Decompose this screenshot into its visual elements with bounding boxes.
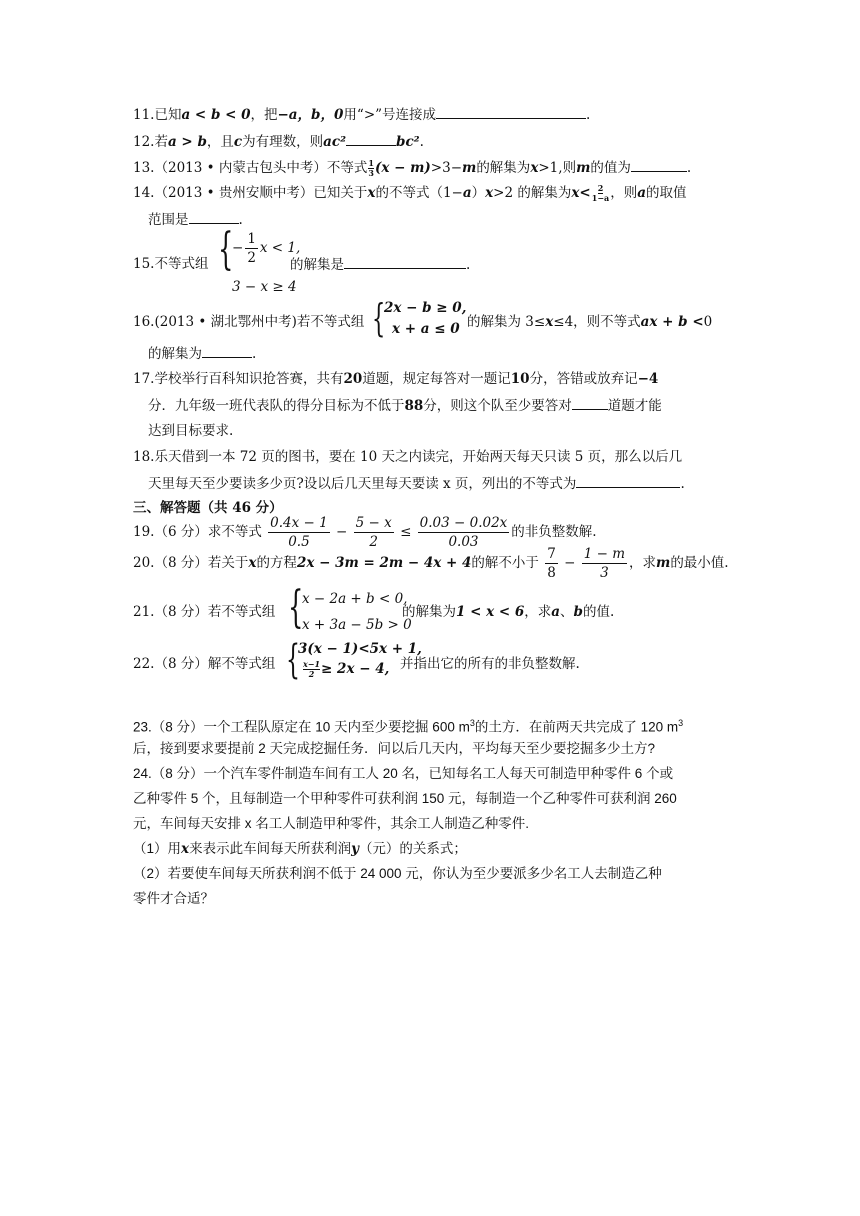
answer-blank bbox=[189, 209, 239, 224]
question-16-line2: 的解集为 . bbox=[148, 343, 256, 364]
question-17-line2: 分．九年级一班代表队的得分目标为不低于88分，则这个队至少要答对 道题才能 bbox=[148, 395, 662, 416]
fraction: $\frac{0.4x - 1}{0.5}$ bbox=[270, 515, 328, 550]
system-row-1: 2x − b ≥ 0, bbox=[384, 300, 467, 316]
system-row-2: x + 3a − 5b > 0 bbox=[302, 617, 412, 633]
question-15-tail: 的解集是 . bbox=[290, 254, 470, 275]
fraction: $\frac{0.03 - 0.02x}{0.03}$ bbox=[419, 515, 508, 550]
answer-blank bbox=[436, 104, 586, 119]
question-17-line3: 达到目标要求. bbox=[148, 423, 234, 439]
system-row-2: 3 − x ≥ 4 bbox=[232, 279, 297, 295]
brace-icon: { bbox=[286, 637, 300, 683]
answer-blank bbox=[631, 157, 687, 172]
answer-blank bbox=[576, 473, 680, 488]
answer-blank bbox=[202, 343, 252, 358]
answer-blank bbox=[572, 395, 608, 410]
brace-icon: { bbox=[218, 224, 234, 275]
question-14: 14.（2013 • 贵州安顺中考）已知关于x的不等式（1−a）x>2 的解集为x< $\frac{2}{1-a}$ ，则a的取值 bbox=[133, 183, 687, 203]
question-20: 20.（8 分）若关于x的方程2x − 3m = 2m − 4x + 4的解不小于 $\frac{7}{8}$ − $\frac{1 - m}{3}$ ，求m的最小值. bbox=[133, 546, 729, 581]
question-12: 12.若a > b，且c为有理数，则ac² bc². bbox=[133, 131, 424, 152]
question-23-line2: 后，接到要求要提前 2 天完成挖掘任务．问以后几天内，平均每天至少要挖掘多少土方? bbox=[133, 741, 656, 756]
question-11: 11.已知a < b < 0，把−a，b，0用“>”号连接成 . bbox=[133, 104, 590, 125]
question-24: 24.（8 分）一个汽车零件制造车间有工人 20 名，已知每名工人每天可制造甲种零件 6 个或 bbox=[133, 766, 674, 781]
fraction: $\frac{1}{3}$ bbox=[368, 158, 374, 178]
section-heading: 三、解答题（共 46 分） bbox=[133, 500, 283, 516]
question-24-part2: （2）若要使车间每天所获利润不低于 24 000 元，你认为至少要派多少名工人去制造乙种 bbox=[133, 866, 662, 881]
question-16: 16.(2013 • 湖北鄂州中考)若不等式组 bbox=[133, 314, 365, 330]
system-row-2: x + a ≤ 0 bbox=[392, 321, 460, 337]
question-24-part1: （1）用x来表示此车间每天所获利润y（元）的关系式； bbox=[133, 841, 467, 857]
fraction: $\frac{2}{1-a}$ bbox=[591, 183, 610, 203]
question-21-tail: 的解集为1 < x < 6，求a、b的值. bbox=[402, 604, 615, 620]
question-22-tail: 并指出它的所有的非负整数解. bbox=[400, 656, 580, 672]
question-15: 15.不等式组 bbox=[133, 256, 209, 272]
question-22: 22.（8 分）解不等式组 bbox=[133, 656, 276, 672]
question-14-line2: 范围是 . bbox=[148, 209, 243, 230]
fraction: $\frac{7}{8}$ bbox=[547, 546, 556, 581]
question-16-tail: 的解集为 3≤x≤4，则不等式ax + b <0 bbox=[467, 314, 713, 330]
brace-icon: { bbox=[372, 296, 386, 340]
question-24-line2: 乙种零件 5 个，且每制造一个甲种零件可获利润 150 元，每制造一个乙种零件可获利润 260 bbox=[133, 791, 677, 806]
fraction: $\frac{5 - x}{2}$ bbox=[355, 515, 392, 550]
system-row-2: $\frac{x-1}{2}$ ≥ 2x − 4, bbox=[303, 659, 390, 679]
question-19: 19.（6 分）求不等式 $\frac{0.4x - 1}{0.5}$ − $\frac{5 - x}{2}$ ≤ $\frac{0.03 - 0.02x}{0.03}$ 的非负整数解. bbox=[133, 515, 597, 550]
question-17: 17.学校举行百科知识抢答赛，共有20道题，规定每答对一题记10分，答错或放弃记−4 bbox=[133, 371, 659, 387]
question-13: 13.（2013 • 内蒙古包头中考）不等式 $\frac{1}{3}$ (x − m)>3−m的解集为x>1,则m的值为 . bbox=[133, 158, 692, 178]
answer-blank bbox=[344, 254, 466, 269]
answer-blank bbox=[346, 131, 396, 146]
question-24-line3: 元，车间每天安排 x 名工人制造甲种零件，其余工人制造乙种零件. bbox=[133, 816, 530, 831]
question-23: 23.（8 分）一个工程队原定在 10 天内至少要挖掘 600 $m^3$的土方．在前两天共完成了 120 $m^3$ bbox=[133, 718, 684, 735]
question-18: 18.乐天借到一本 72 页的图书，要在 10 天之内读完，开始两天每天只读 5 页，那么以后几 bbox=[133, 449, 683, 465]
fraction: $\frac{1 - m}{3}$ bbox=[583, 546, 626, 581]
system-row-1: x − 2a + b < 0, bbox=[302, 591, 408, 607]
system-row-1: 3(x − 1)<5x + 1, bbox=[298, 641, 422, 657]
brace-icon: { bbox=[288, 582, 304, 633]
question-18-line2: 天里每天至少要读多少页?设以后几天里每天要读 x 页，列出的不等式为 . bbox=[148, 473, 685, 494]
question-24-part2-line2: 零件才合适？ bbox=[133, 891, 214, 906]
system-row-1: − $\frac{1}{2}$ x < 1, bbox=[232, 231, 301, 266]
question-21: 21.（8 分）若不等式组 bbox=[133, 604, 276, 620]
